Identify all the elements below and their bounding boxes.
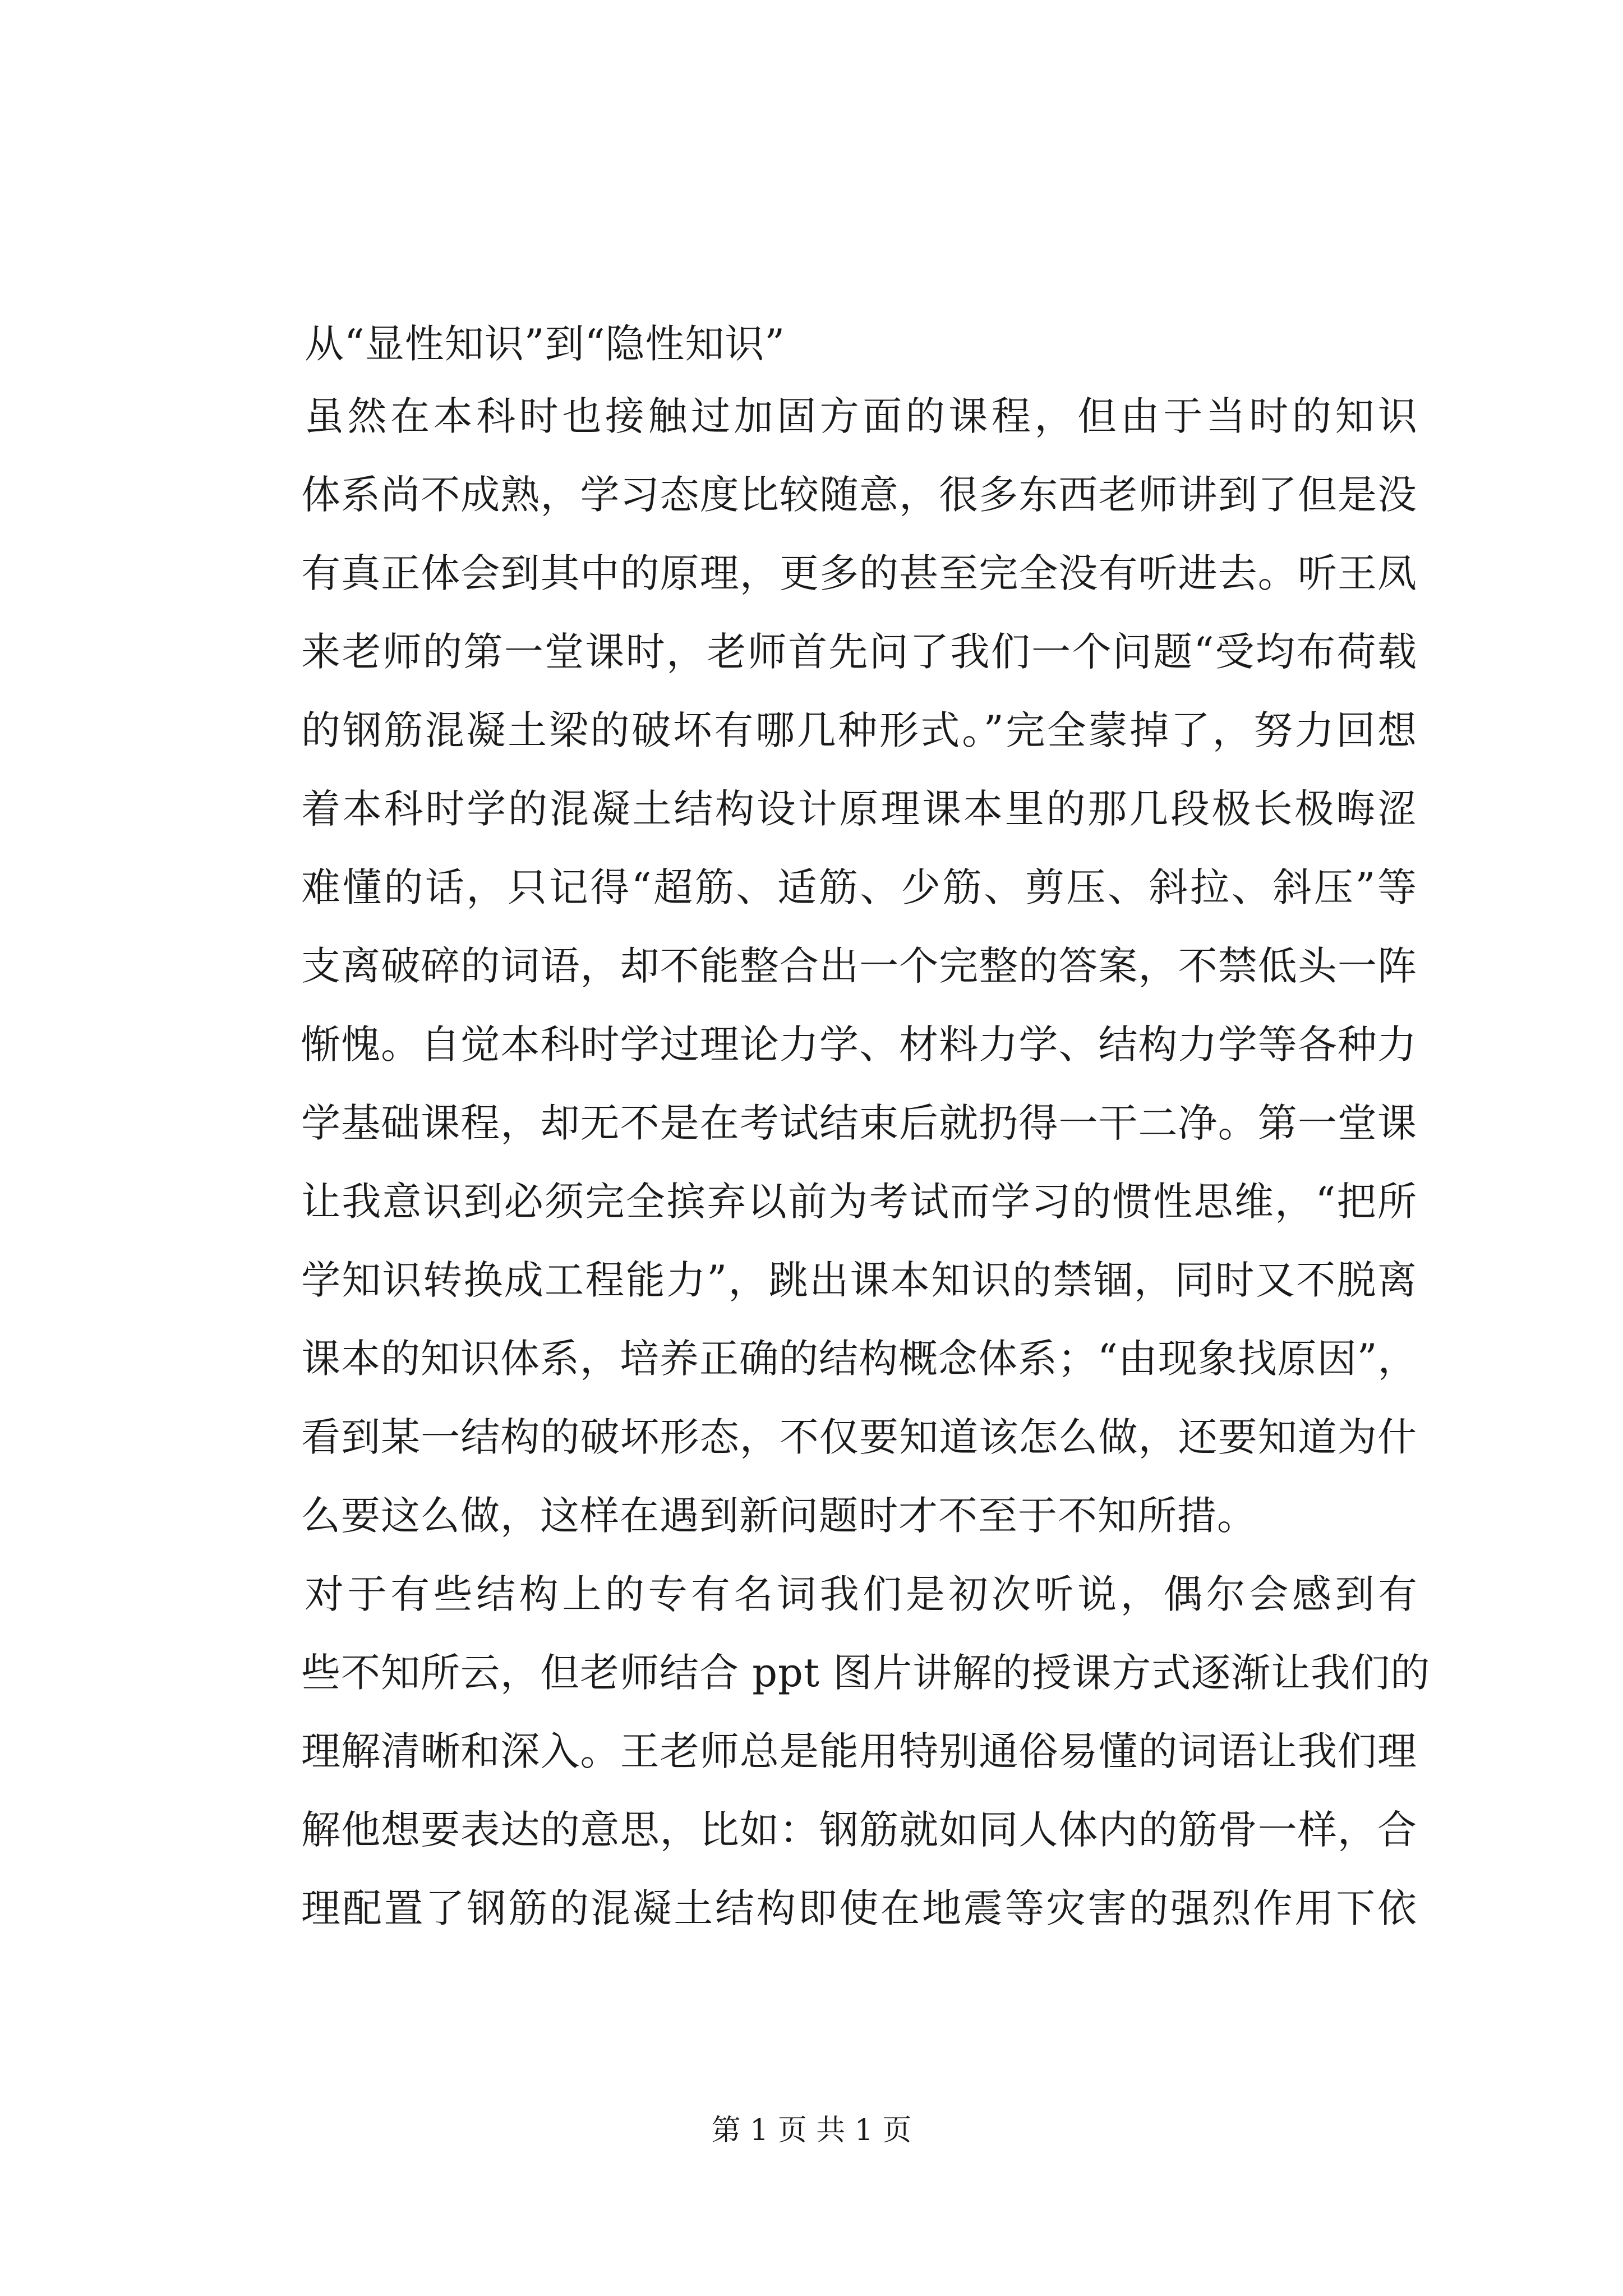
paragraph-line: 么要这么做，这样在遇到新问题时才不至于不知所措。	[301, 1493, 1257, 1539]
paragraph-line: 理解清晰和深入。王老师总是能用特别通俗易懂的词语让我们理	[301, 1728, 1417, 1774]
paragraph-line: 支离破碎的词语，却不能整合出一个完整的答案，不禁低头一阵	[301, 943, 1417, 989]
paragraph-line: 解他想要表达的意思，比如：钢筋就如同人体内的筋骨一样，合	[301, 1807, 1417, 1853]
page-number-footer: 第 1 页 共 1 页	[711, 2114, 912, 2147]
paragraph-line: 对于有些结构上的专有名词我们是初次听说，偶尔会感到有	[305, 1571, 1418, 1617]
paragraph-line: 学知识转换成工程能力”，跳出课本知识的禁锢，同时又不脱离	[301, 1257, 1417, 1303]
paragraph-line: 有真正体会到其中的原理，更多的甚至完全没有听进去。听王凤	[301, 550, 1417, 596]
paragraph-line: 学基础课程，却无不是在考试结束后就扔得一干二净。第一堂课	[301, 1100, 1417, 1146]
paragraph-line: 理配置了钢筋的混凝土结构即使在地震等灾害的强烈作用下依	[301, 1885, 1417, 1931]
paragraph-line: 些不知所云，但老师结合 ppt 图片讲解的授课方式逐渐让我们的	[301, 1650, 1431, 1696]
paragraph-line: 看到某一结构的破坏形态，不仅要知道该怎么做，还要知道为什	[301, 1414, 1417, 1460]
paragraph-line: 的钢筋混凝土梁的破坏有哪几种形式。”完全蒙掉了，努力回想	[301, 707, 1417, 753]
paragraph-line: 惭愧。自觉本科时学过理论力学、材料力学、结构力学等各种力	[301, 1022, 1417, 1068]
paragraph-line: 体系尚不成熟，学习态度比较随意，很多东西老师讲到了但是没	[301, 472, 1417, 518]
paragraph-line: 课本的知识体系，培养正确的结构概念体系；“由现象找原因”，	[301, 1336, 1418, 1382]
paragraph-line: 难懂的话，只记得“超筋、适筋、少筋、剪压、斜拉、斜压”等	[301, 864, 1417, 910]
paragraph-line: 来老师的第一堂课时，老师首先问了我们一个问题“受均布荷载	[301, 629, 1417, 675]
paragraph-line: 让我意识到必须完全摈弃以前为考试而学习的惯性思维，“把所	[301, 1179, 1417, 1225]
paragraph-line: 虽然在本科时也接触过加固方面的课程，但由于当时的知识	[305, 393, 1418, 439]
section-heading: 从“显性知识”到“隐性知识”	[305, 321, 786, 367]
paragraph-line: 着本科时学的混凝土结构设计原理课本里的那几段极长极晦涩	[301, 786, 1417, 832]
